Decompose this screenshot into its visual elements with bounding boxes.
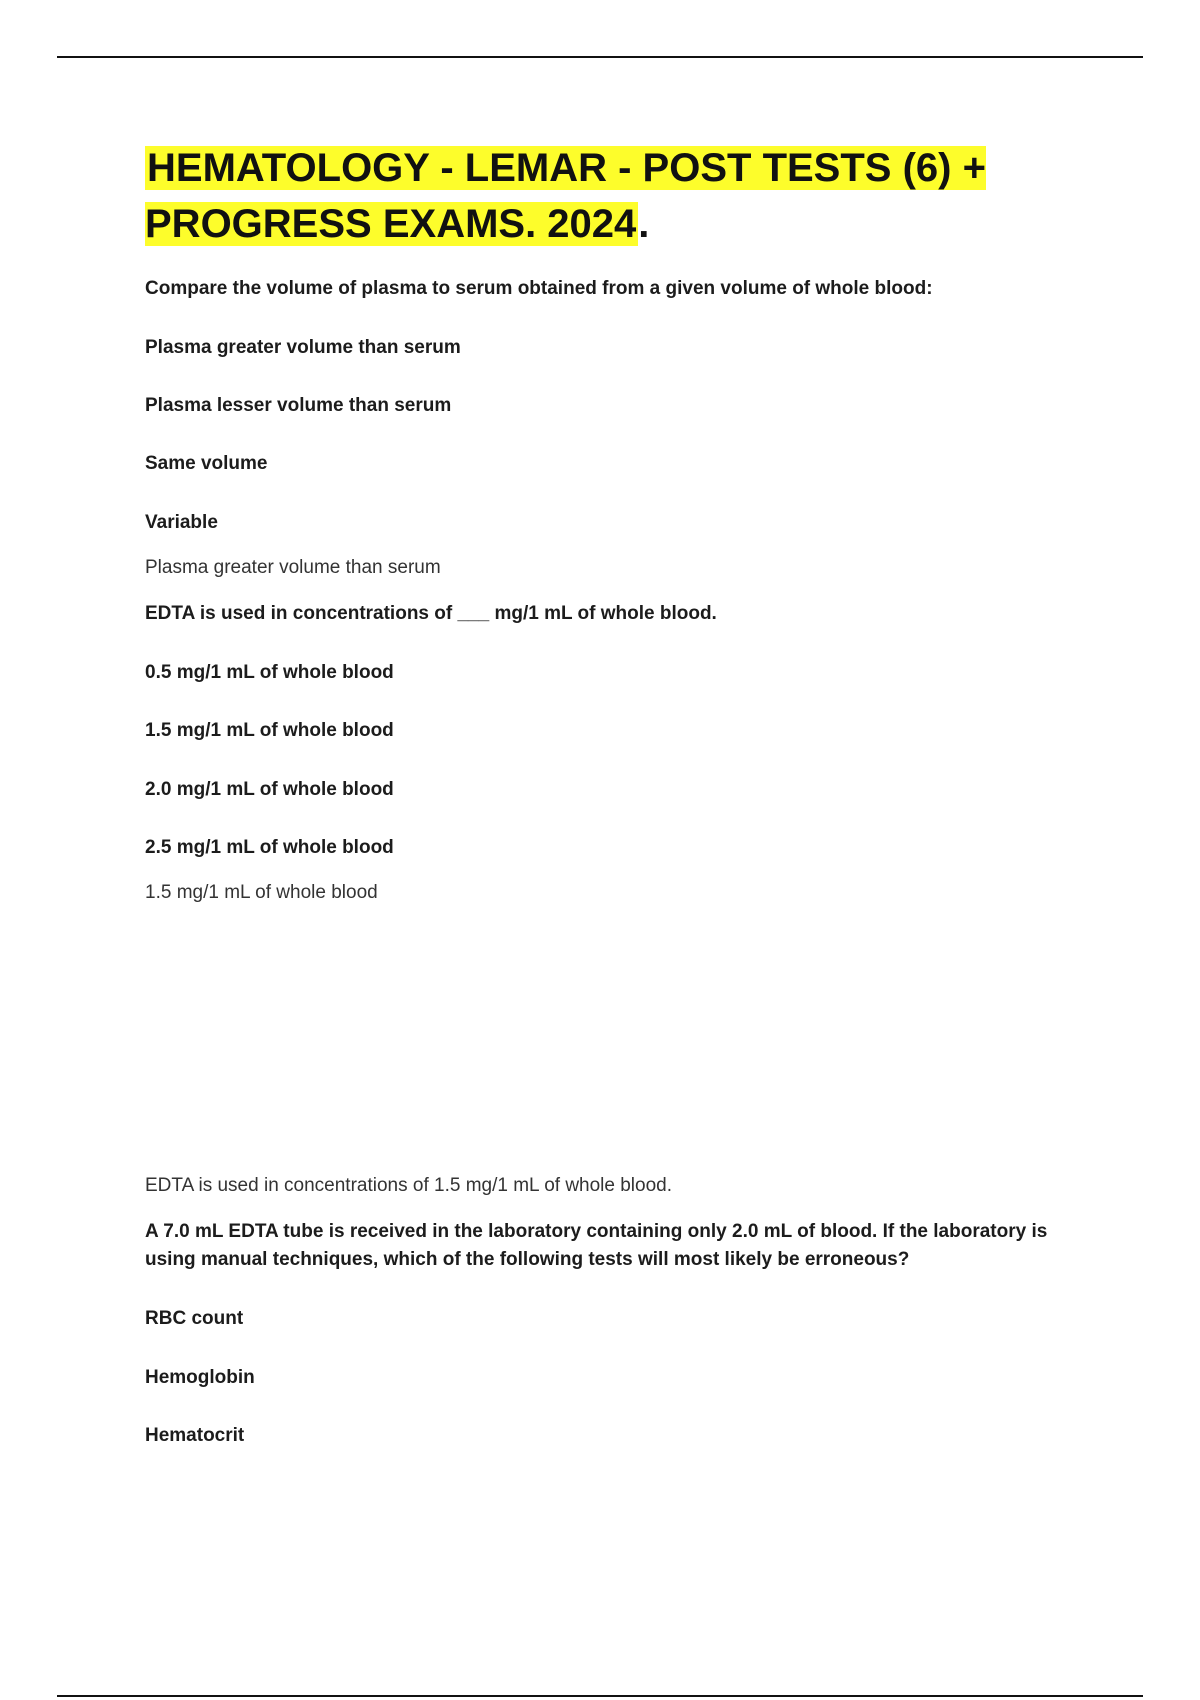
document-body: [145, 140, 1085, 1446]
question-3-option-b: Hemoglobin: [145, 1367, 255, 1388]
footer-rule: [57, 1695, 1143, 1697]
question-3-option-a: RBC count: [145, 1308, 244, 1329]
question-2-text: EDTA is used in concentrations of ___ mg/1 mL of whole blood.: [145, 603, 717, 624]
question-3-option-c: Hematocrit: [145, 1425, 245, 1446]
question-1-text: Compare the volume of plasma to serum obtained from a given volume of whole blood:: [145, 278, 933, 299]
question-2-option-a: 0.5 mg/1 mL of whole blood: [145, 662, 394, 683]
question-1-answer: Plasma greater volume than serum: [145, 557, 441, 578]
question-2-option-d: 2.5 mg/1 mL of whole blood: [145, 837, 394, 858]
question-1-option-b: Plasma lesser volume than serum: [145, 395, 452, 416]
question-2-answer: 1.5 mg/1 mL of whole blood: [145, 882, 378, 903]
question-2-option-c: 2.0 mg/1 mL of whole blood: [145, 779, 394, 800]
question-2-explanation: EDTA is used in concentrations of 1.5 mg/1 mL of whole blood.: [145, 1175, 673, 1196]
question-1-option-c: Same volume: [145, 453, 268, 474]
question-1-option-d: Variable: [145, 512, 218, 533]
title-highlight: HEMATOLOGY - LEMAR - POST TESTS (6) + PROGRESS EXAMS. 2024: [145, 146, 986, 246]
title-period: .: [638, 202, 650, 246]
header-rule: [57, 56, 1143, 58]
question-3-text: A 7.0 mL EDTA tube is received in the laboratory containing only 2.0 mL of blood. If the laboratory is using manual techniques, which of the following tests will most likely be erroneous?: [145, 1221, 1048, 1270]
question-2-option-b: 1.5 mg/1 mL of whole blood: [145, 720, 394, 741]
question-1-option-a: Plasma greater volume than serum: [145, 337, 461, 358]
document-title: [145, 140, 1085, 252]
